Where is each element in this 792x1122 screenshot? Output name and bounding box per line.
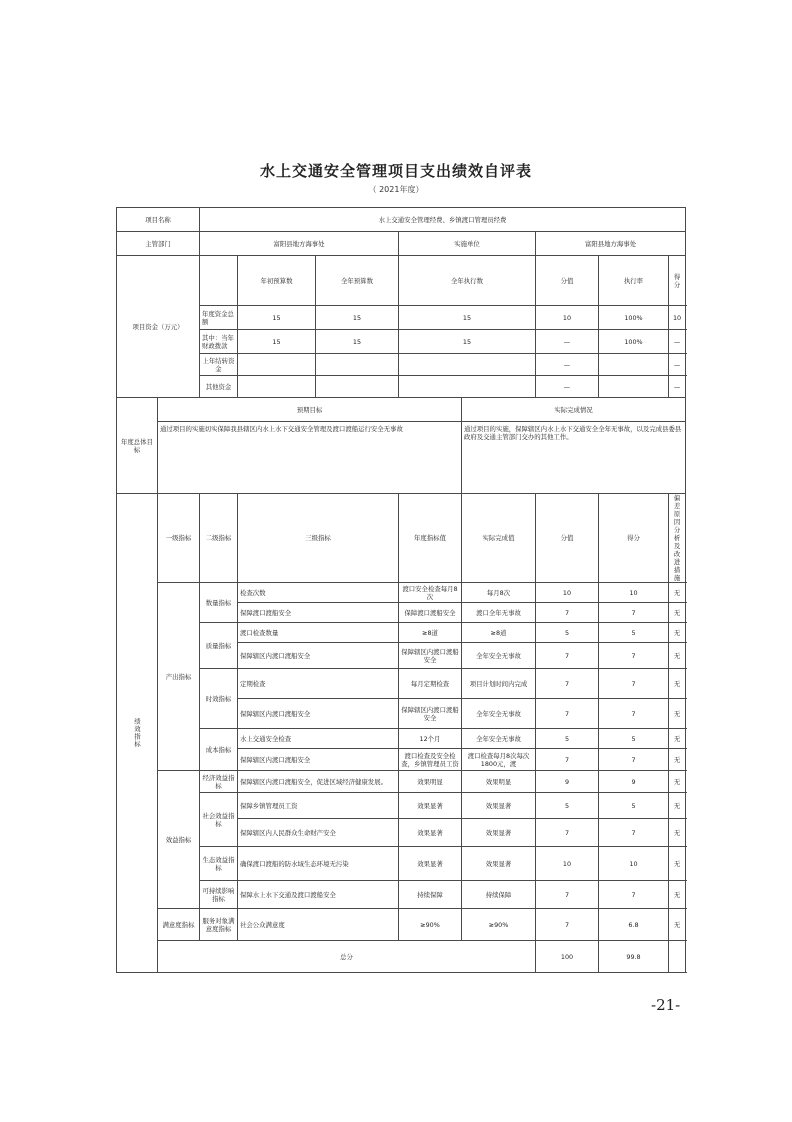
project-name-row bbox=[117, 208, 686, 232]
score-value: 5 bbox=[599, 729, 669, 749]
target-value: ≥90% bbox=[399, 909, 462, 941]
funds-rate: 100% bbox=[599, 330, 669, 354]
indicator-row bbox=[117, 847, 686, 881]
remark-value: 无 bbox=[669, 623, 686, 643]
report-year: （ 2021年度） bbox=[368, 185, 424, 194]
indicator-row bbox=[117, 909, 686, 941]
remark-value: 无 bbox=[669, 909, 686, 941]
weight-value: 7 bbox=[536, 643, 599, 669]
total-score: 99.8 bbox=[599, 941, 669, 973]
level2-sustainable: 可持续影响指标 bbox=[200, 881, 238, 909]
level3-indicator: 确保渡口渡船的防水域生态环境无污染 bbox=[238, 847, 399, 881]
target-value: 12个月 bbox=[399, 729, 462, 749]
weight-value: 7 bbox=[536, 603, 599, 623]
funds-score: — bbox=[669, 330, 686, 354]
funds-executed bbox=[399, 354, 536, 376]
authority-label: 主管部门 bbox=[117, 232, 200, 256]
target-value: 保障辖区内渡口渡船安全 bbox=[399, 699, 462, 729]
implementing-unit-label: 实施单位 bbox=[399, 232, 536, 256]
funds-initial bbox=[238, 354, 316, 376]
indicator-header: 一级指标 bbox=[158, 494, 200, 583]
level2-ecological: 生态效益指标 bbox=[200, 847, 238, 881]
indicator-header: 二级指标 bbox=[200, 494, 238, 583]
indicator-row bbox=[117, 583, 686, 603]
funds-weight: — bbox=[536, 330, 599, 354]
weight-value: 7 bbox=[536, 909, 599, 941]
score-value: 7 bbox=[599, 881, 669, 909]
score-value: 6.8 bbox=[599, 909, 669, 941]
remark-value: 无 bbox=[669, 881, 686, 909]
level2-cost: 成本指标 bbox=[200, 729, 238, 771]
score-value: 9 bbox=[599, 771, 669, 793]
level2-timeliness: 时效指标 bbox=[200, 669, 238, 729]
weight-value: 7 bbox=[536, 749, 599, 771]
score-value: 7 bbox=[599, 603, 669, 623]
actual-value: 持续保障 bbox=[462, 881, 536, 909]
remark-value: 无 bbox=[669, 819, 686, 847]
funds-full-year bbox=[316, 354, 399, 376]
level1-effect: 效益指标 bbox=[158, 771, 200, 909]
indicator-header: 年度指标值 bbox=[399, 494, 462, 583]
authority-row bbox=[117, 232, 686, 256]
remark-value: 无 bbox=[669, 771, 686, 793]
remark-value: 无 bbox=[669, 669, 686, 699]
funds-row bbox=[117, 330, 686, 354]
goal-header-row bbox=[117, 398, 686, 422]
remark-value: 无 bbox=[669, 643, 686, 669]
authority-value: 富阳县地方海事处 bbox=[200, 232, 399, 256]
implementing-unit-value: 富阳县地方海事处 bbox=[536, 232, 686, 256]
funds-full-year bbox=[316, 376, 399, 398]
level3-indicator: 保障辖区内渡口渡船安全，促进区域经济健康发展。 bbox=[238, 771, 399, 793]
level2-quality: 质量指标 bbox=[200, 623, 238, 669]
level2-quantity: 数量指标 bbox=[200, 583, 238, 623]
funds-header: 执行率 bbox=[599, 256, 669, 306]
target-value: 效果显著 bbox=[399, 847, 462, 881]
actual-value: 效果显著 bbox=[462, 819, 536, 847]
funds-row bbox=[117, 306, 686, 330]
annual-goal-label: 年度总体目标 bbox=[117, 398, 158, 494]
funds-initial bbox=[238, 376, 316, 398]
target-value: 渡口检查及安全检查，乡镇管理员工资 bbox=[399, 749, 462, 771]
target-value: 持续保障 bbox=[399, 881, 462, 909]
level3-indicator: 保障辖区内渡口渡船安全 bbox=[238, 749, 399, 771]
funds-header: 全年执行数 bbox=[399, 256, 536, 306]
remark-value: 无 bbox=[669, 583, 686, 603]
level3-indicator: 社会公众满意度 bbox=[238, 909, 399, 941]
score-value: 7 bbox=[599, 819, 669, 847]
funds-score: — bbox=[669, 376, 686, 398]
level3-indicator: 保障辖区内渡口渡船安全 bbox=[238, 643, 399, 669]
target-value: 保障渡口渡船安全 bbox=[399, 603, 462, 623]
weight-value: 9 bbox=[536, 771, 599, 793]
target-value: 渡口安全检查每月8次 bbox=[399, 583, 462, 603]
score-value: 10 bbox=[599, 847, 669, 881]
target-value: 每月定期检查 bbox=[399, 669, 462, 699]
indicator-header-row bbox=[117, 494, 686, 583]
level2-social: 社会效益指标 bbox=[200, 793, 238, 847]
funds-header-row bbox=[117, 256, 686, 306]
score-value: 5 bbox=[599, 793, 669, 819]
funds-score: 10 bbox=[669, 306, 686, 330]
actual-value: 全年安全无事故 bbox=[462, 699, 536, 729]
score-value: 7 bbox=[599, 669, 669, 699]
funds-rate bbox=[599, 354, 669, 376]
target-value: ≥8道 bbox=[399, 623, 462, 643]
level3-indicator: 定期检查 bbox=[238, 669, 399, 699]
remark-value: 无 bbox=[669, 793, 686, 819]
funds-row-label: 其中：当年财政拨款 bbox=[200, 330, 238, 354]
indicator-header: 得分 bbox=[599, 494, 669, 583]
project-name-value: 水上交通安全管理经费、乡镇渡口管理员经费 bbox=[200, 208, 686, 232]
score-value: 7 bbox=[599, 749, 669, 771]
weight-value: 5 bbox=[536, 729, 599, 749]
project-name-label: 项目名称 bbox=[117, 208, 200, 232]
actual-value: 全年安全无事故 bbox=[462, 643, 536, 669]
remark-value: 无 bbox=[669, 699, 686, 729]
weight-value: 7 bbox=[536, 669, 599, 699]
funds-executed: 15 bbox=[399, 306, 536, 330]
actual-value: 渡口全年无事故 bbox=[462, 603, 536, 623]
actual-value: 效果明显 bbox=[462, 771, 536, 793]
funds-score: — bbox=[669, 354, 686, 376]
remark-value: 无 bbox=[669, 729, 686, 749]
actual-value: 每月8次 bbox=[462, 583, 536, 603]
actual-value: 渡口检查每月8次每次1800元，渡 bbox=[462, 749, 536, 771]
indicator-header: 三级指标 bbox=[238, 494, 399, 583]
indicator-row bbox=[117, 771, 686, 793]
score-value: 5 bbox=[599, 623, 669, 643]
target-value: 效果明显 bbox=[399, 771, 462, 793]
remark-value: 无 bbox=[669, 749, 686, 771]
level3-indicator: 保障乡镇管理员工资 bbox=[238, 793, 399, 819]
indicator-row bbox=[117, 793, 686, 819]
funds-header: 得分 bbox=[669, 256, 686, 306]
funds-header: 年初预算数 bbox=[238, 256, 316, 306]
actual-value: ≥90% bbox=[462, 909, 536, 941]
total-label: 总分 bbox=[158, 941, 536, 973]
page-number: -21- bbox=[651, 996, 681, 1014]
indicators-label: 绩效指标 bbox=[117, 494, 158, 973]
funds-weight: — bbox=[536, 376, 599, 398]
funds-weight: 10 bbox=[536, 306, 599, 330]
funds-weight: — bbox=[536, 354, 599, 376]
funds-row-label: 上年结转资金 bbox=[200, 354, 238, 376]
goal-text-row bbox=[117, 422, 686, 494]
weight-value: 10 bbox=[536, 583, 599, 603]
actual-completion-text: 通过项目的实施，保障辖区内水上水下交通安全全年无事故，以及完成县委县政府及交通主管部门交办的其他工作。 bbox=[462, 422, 686, 494]
weight-value: 5 bbox=[536, 623, 599, 643]
expected-goal-label: 预期目标 bbox=[158, 398, 462, 422]
actual-value: 效果显著 bbox=[462, 793, 536, 819]
total-weight: 100 bbox=[536, 941, 599, 973]
funds-initial: 15 bbox=[238, 330, 316, 354]
indicator-row bbox=[117, 729, 686, 749]
remark-value: 无 bbox=[669, 847, 686, 881]
actual-value: ≥8道 bbox=[462, 623, 536, 643]
weight-value: 10 bbox=[536, 847, 599, 881]
actual-value: 全年安全无事故 bbox=[462, 729, 536, 749]
total-row bbox=[117, 941, 686, 973]
indicator-row bbox=[117, 623, 686, 643]
weight-value: 5 bbox=[536, 793, 599, 819]
indicator-row bbox=[117, 669, 686, 699]
remark-value: 无 bbox=[669, 603, 686, 623]
funds-row bbox=[117, 376, 686, 398]
indicator-header: 偏差原因分析及改进措施 bbox=[669, 494, 686, 583]
level3-indicator: 保障辖区内人民群众生命财产安全 bbox=[238, 819, 399, 847]
level1-output: 产出指标 bbox=[158, 583, 200, 771]
target-value: 效果显著 bbox=[399, 793, 462, 819]
indicator-header: 实际完成值 bbox=[462, 494, 536, 583]
score-value: 10 bbox=[599, 583, 669, 603]
level3-indicator: 保障辖区内渡口渡船安全 bbox=[238, 699, 399, 729]
funds-row bbox=[117, 354, 686, 376]
level3-indicator: 保障渡口渡船安全 bbox=[238, 603, 399, 623]
funds-executed bbox=[399, 376, 536, 398]
target-value: 效果显著 bbox=[399, 819, 462, 847]
indicator-header: 分值 bbox=[536, 494, 599, 583]
weight-value: 7 bbox=[536, 819, 599, 847]
funds-row-label: 其他资金 bbox=[200, 376, 238, 398]
actual-value: 项目计划时间内完成 bbox=[462, 669, 536, 699]
funds-full-year: 15 bbox=[316, 306, 399, 330]
funds-header: 全年预算数 bbox=[316, 256, 399, 306]
level3-indicator: 渡口检查数量 bbox=[238, 623, 399, 643]
indicator-row bbox=[117, 881, 686, 909]
level3-indicator: 检查次数 bbox=[238, 583, 399, 603]
score-value: 7 bbox=[599, 699, 669, 729]
funds-header: 分值 bbox=[536, 256, 599, 306]
level3-indicator: 保障水上水下交通及渡口渡船安全 bbox=[238, 881, 399, 909]
funds-rate bbox=[599, 376, 669, 398]
page-title: 水上交通安全管理项目支出绩效自评表 bbox=[259, 162, 532, 180]
weight-value: 7 bbox=[536, 699, 599, 729]
funds-full-year: 15 bbox=[316, 330, 399, 354]
expected-goal-text: 通过项目的实施切实保障我县辖区内水上水下交通安全管理及渡口渡船运行安全无事故 bbox=[158, 422, 462, 494]
funds-initial: 15 bbox=[238, 306, 316, 330]
weight-value: 7 bbox=[536, 881, 599, 909]
actual-value: 效果显著 bbox=[462, 847, 536, 881]
level3-indicator: 水上交通安全检查 bbox=[238, 729, 399, 749]
actual-completion-label: 实际完成情况 bbox=[462, 398, 686, 422]
funds-rate: 100% bbox=[599, 306, 669, 330]
performance-table bbox=[116, 207, 686, 973]
funds-executed: 15 bbox=[399, 330, 536, 354]
target-value: 保障辖区内渡口渡船安全 bbox=[399, 643, 462, 669]
level2-economic: 经济效益指标 bbox=[200, 771, 238, 793]
funds-row-label: 年度资金总额 bbox=[200, 306, 238, 330]
level2-service: 服务对象满意度指标 bbox=[200, 909, 238, 941]
level1-satisfaction: 满意度指标 bbox=[158, 909, 200, 941]
funds-label: 项目资金（万元） bbox=[117, 256, 200, 398]
score-value: 7 bbox=[599, 643, 669, 669]
